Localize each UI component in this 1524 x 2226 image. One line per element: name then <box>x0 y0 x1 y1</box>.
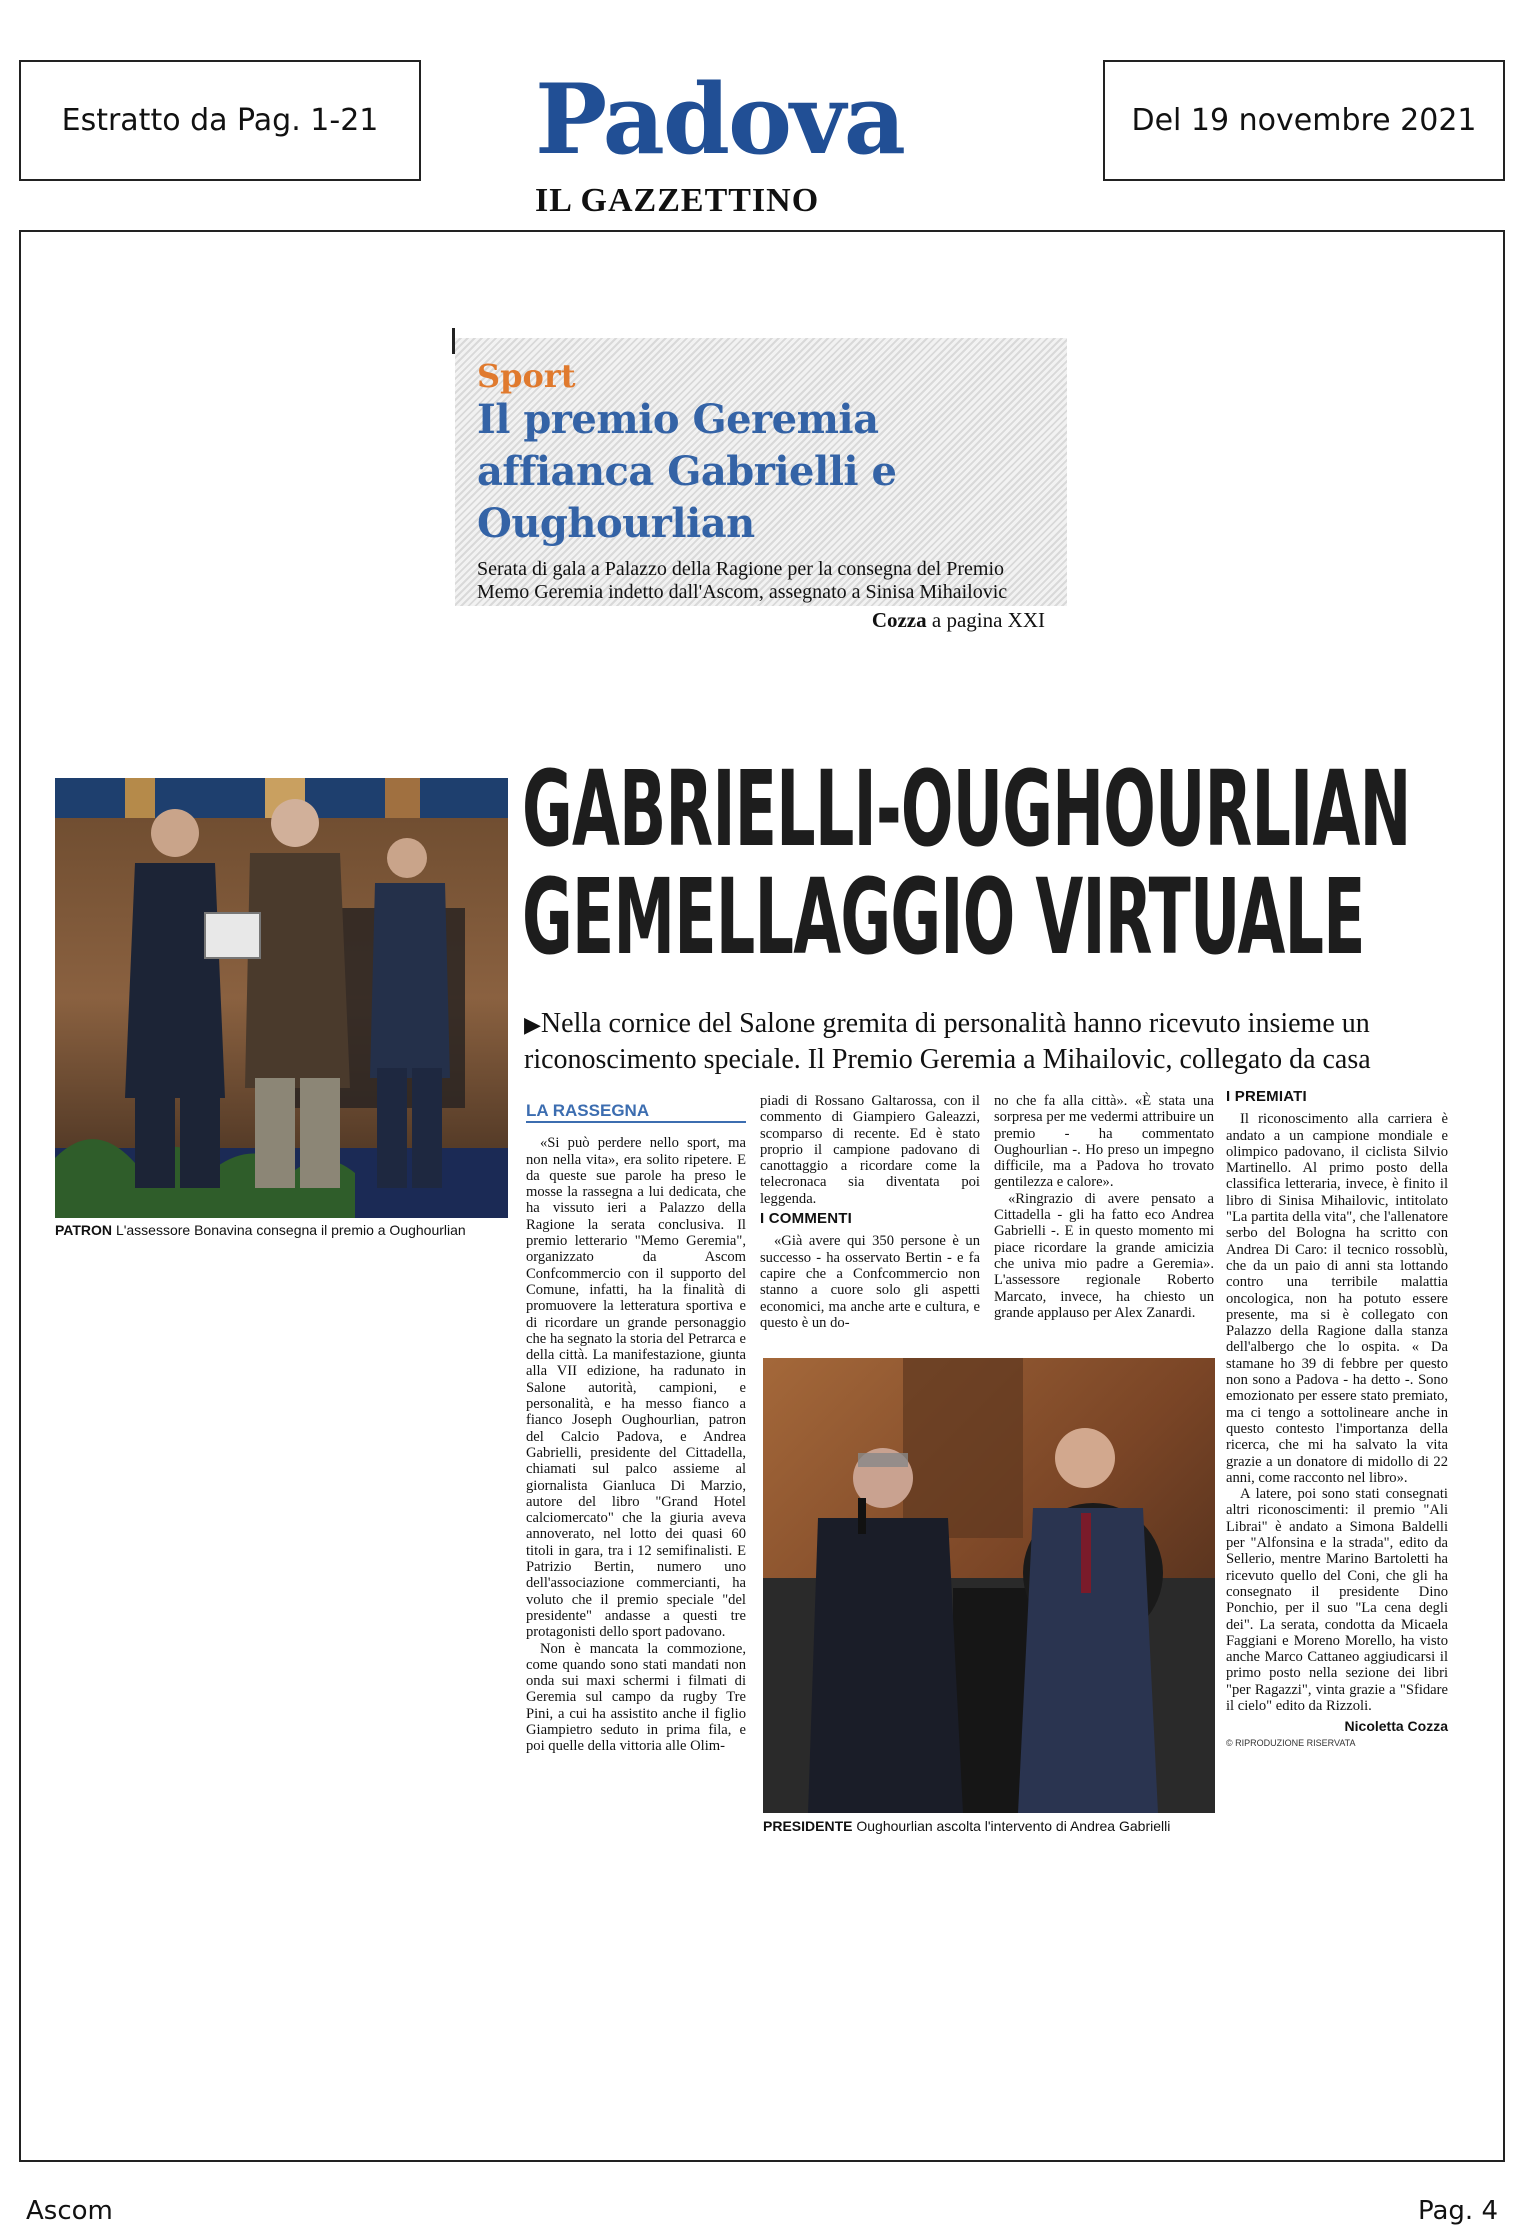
col3-paragraph-1: no che fa alla città». «È stata una sorpresa per me vedermi attribuire un premio - ha commentato Oughourlian -. Ho preso un impegno difficile, ma a Padova ho trovato gentilezza e calore». <box>994 1093 1214 1191</box>
photo-award-handover <box>55 778 508 1218</box>
col1-paragraph-1: «Si può perdere nello sport, ma non nella vita», era solito ripetere. E da queste sue parole ha preso le mosse la rassegna a lui dedicata, che ha vissuto ieri a Palazzo della Ragione la serata conclusiva. Il premio letterario "Memo Geremia", organizzato da Ascom Confcommercio con il supporto del Comune, infatti, ha la finalità di promuovere la letteratura sportiva e di ricordare un grande personaggio che ha segnato la storia del Petrarca e della città. La manifestazione, giunta alla VII edizione, ha radunato in Salone autorità, campioni, e personalità, e ha messo fianco a fianco Joseph Oughourlian, patron del Calcio Padova, e Andrea Gabrielli, presidente del Cittadella, chiamati sul palco assieme al giornalista Gianluca Di Marzio, autore del libro "Grand Hotel calciomercato" che la giuria aveva annoverato, nel lotto dei quasi 60 titoli in gara, tra i 12 semifinalisti. E Patrizio Bertin, numero uno dell'associazione commercianti, ha voluto che il premio speciale "del presidente" andasse a questi tre protagonisti dello sport padovano. <box>526 1135 746 1641</box>
footer-left: Ascom <box>26 2196 113 2226</box>
front-page-teaser <box>455 338 1067 632</box>
headline-line-2: GEMELLAGGIO VIRTUALE <box>522 856 1365 978</box>
section-rassegna: LA RASSEGNA <box>526 1103 746 1123</box>
col3-paragraph-2: «Ringrazio di avere pensato a Cittadella - gli ha fatto eco Andrea Gabrielli -. E in questo momento mi piace ricordare la grande amicizia che univa mio padre a Geremia». L'assessore regionale Roberto Marcato, invece, ha chiesto un grande applauso per Alex Zanardi. <box>994 1190 1214 1321</box>
photo1-caption-tag: PATRON <box>55 1222 113 1238</box>
teaser-kicker: Sport <box>477 357 576 395</box>
lead-text: Nella cornice del Salone gremita di personalità hanno ricevuto insieme un riconoscimento speciale. Il Premio Geremia a Mihailovic, collegato da casa <box>524 1008 1371 1075</box>
author-signature: Nicoletta Cozza <box>1344 1718 1448 1735</box>
article-lead <box>524 1006 1454 1077</box>
section-commenti: I COMMENTI <box>760 1210 852 1228</box>
column-3 <box>994 1093 1214 1321</box>
teaser-subtitle: Serata di gala a Palazzo della Ragione per la consegna del Premio Memo Geremia indetto dall'Ascom, assegnato a Sinisa Mihailovic <box>477 558 1008 603</box>
photo1-caption <box>55 1222 508 1239</box>
col2-paragraph-2: «Già avere qui 350 persone è un successo - ha osservato Bertin - e fa capire che a Confcommercio non stanno a cuore solo gli aspetti economici, ma anche arte e cultura, e questo è un do- <box>760 1233 980 1331</box>
col4-paragraph-1: Il riconoscimento alla carriera è andato a un campione mondiale e olimpico padovano, il ciclista Silvio Martinello. Al primo posto della classifica letteraria, invece, è finito il libro di Sinisa Mihailovic, intitolato "La partita della vita", che l'allenatore serbo del Bologna ha scritto con Andrea Di Caro: il tecnico rossoblù, che da un paio di anni sta lottando contro una terribile malattia oncologica, non ha potuto essere presente, ma si è collegato con Palazzo della Ragione dalla stanza dell'albergo che lo ospita. « Da stamane ho 39 di febbre per questo non sono a Padova - ha detto -. Sono emozionato per essere stato premiato, ma ci tengo a sottolineare anche in questo contesto l'importanza della ricerca, che mi ha salvato la vita grazie a un donatore di midollo di 22 anni, come racconto nel libro». <box>1226 1111 1448 1486</box>
photo1-caption-text: L'assessore Bonavina consegna il premio a Oughourlian <box>115 1222 466 1238</box>
extract-box <box>19 60 421 181</box>
date-label: Del 19 novembre 2021 <box>1131 103 1477 138</box>
extract-label: Estratto da Pag. 1-21 <box>61 103 379 138</box>
col4-paragraph-2: A latere, poi sono stati consegnati altri riconoscimenti: il premio "Ali Librai" è andato a Simona Baldelli per "Alfonsina e la strada", edito da Sellerio, mentre Marino Bartoletti ha ricevuto quello del Coni, che gli ha consegnato il presidente Dino Ponchio, per il suo "La cena degli dei". La serata, condotta da Micaela Faggiani e Moreno Morello, ha visto anche Marco Cattaneo aggiudicarsi il primo posto nella sezione dei libri "per Ragazzi", vinta grazie a "Sfidare il cielo" edito da Rizzoli. <box>1226 1486 1448 1714</box>
section-premiati: I PREMIATI <box>1226 1088 1307 1105</box>
photo2-caption-tag: PRESIDENTE <box>763 1818 853 1834</box>
article-headline <box>522 748 1411 978</box>
masthead-title: Padova <box>535 63 904 176</box>
column-1 <box>526 1103 746 1755</box>
column-2 <box>760 1093 980 1331</box>
headline-line-1: GABRIELLI-OUGHOURLIAN <box>522 748 1411 870</box>
photo2-caption-text: Oughourlian ascolta l'intervento di Andrea Gabrielli <box>856 1818 1171 1834</box>
date-box <box>1103 60 1505 181</box>
footer-page-number: Pag. 4 <box>1417 2196 1498 2226</box>
col2-paragraph-1: piadi di Rossano Galtarossa, con il commento di Giampiero Galeazzi, scomparso di recente. Ed è stato proprio il campione padovano di canottaggio a ricordare come la telecronaca sia diventata poi leggenda. <box>760 1093 980 1207</box>
teaser-page-ref <box>477 608 1045 633</box>
masthead-subtitle: IL GAZZETTINO <box>535 182 820 219</box>
lead-triangle-icon: ▶ <box>524 1012 541 1037</box>
teaser-title: Il premio Geremia affianca Gabrielli e Oughourlian <box>477 396 897 547</box>
col1-paragraph-2: Non è mancata la commozione, come quando sono stati mandati non onda sui maxi schermi i filmati di Geremia sul campo da rugby Tre Pini, a cui ha assistito anche il figlio Giampietro seduto in prima fila, e poi quelle della vittoria alle Olim- <box>526 1640 746 1755</box>
copyright-notice: © RIPRODUZIONE RISERVATA <box>1226 1737 1356 1748</box>
masthead-logo <box>535 63 995 220</box>
photo-oughourlian-gabrielli <box>763 1358 1215 1813</box>
column-4 <box>1226 1085 1448 1751</box>
teaser-ref-page: a pagina XXI <box>931 608 1045 632</box>
teaser-ref-author: Cozza <box>871 608 927 632</box>
photo2-caption <box>763 1818 1223 1835</box>
